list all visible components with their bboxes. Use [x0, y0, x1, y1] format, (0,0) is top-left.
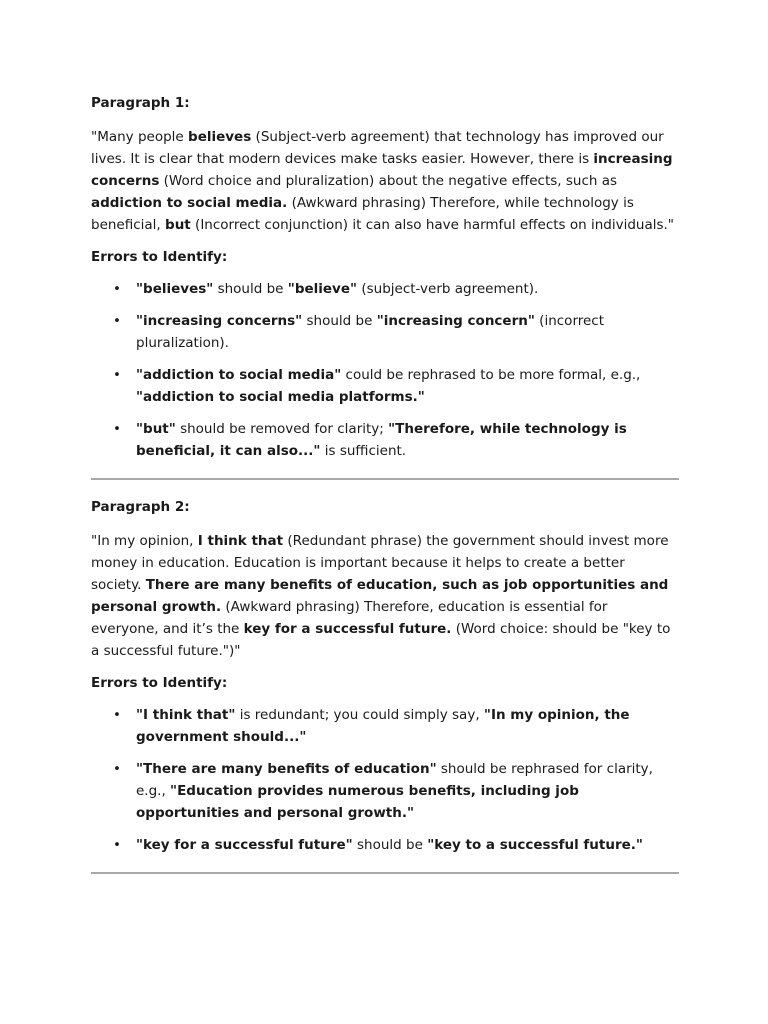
bullet-icon: • — [113, 281, 121, 297]
error-original: "addiction to social media" — [136, 367, 342, 383]
error-correction: "increasing concern" — [376, 313, 535, 329]
error-item — [91, 418, 679, 462]
error-item — [91, 278, 679, 300]
error-text: should be — [302, 313, 377, 329]
highlighted-error: There are many benefits of education, such as job opportunities and personal growth. — [91, 577, 669, 615]
section-divider — [91, 872, 679, 874]
paragraph-text: (Awkward phrasing) Therefore, while technology is beneficial, — [91, 195, 634, 233]
error-original: "I think that" — [136, 707, 236, 723]
error-item — [91, 364, 679, 408]
bullet-icon: • — [113, 367, 121, 383]
error-text: should be rephrased for clarity, e.g., — [136, 761, 653, 799]
bullet-icon: • — [113, 761, 121, 777]
error-correction: "Education provides numerous benefits, including job opportunities and personal growth." — [136, 783, 579, 821]
error-text: could be rephrased to be more formal, e.g., — [341, 367, 641, 383]
error-text: is redundant; you could simply say, — [235, 707, 484, 723]
error-text: should be removed for clarity; — [175, 421, 389, 437]
error-correction: "In my opinion, the government should..." — [136, 707, 630, 745]
sample-paragraph — [91, 126, 679, 236]
paragraph-text: "Many people — [91, 129, 189, 145]
error-original: "but" — [136, 421, 176, 437]
error-original: "increasing concerns" — [136, 313, 303, 329]
error-correction: "believe" — [287, 281, 358, 297]
errors-heading: Errors to Identify: — [91, 675, 228, 691]
paragraph-text: (Subject-verb agreement) that technology has improved our lives. It is clear that modern devices make tasks easier. However, there is — [91, 129, 664, 167]
error-original: "believes" — [136, 281, 214, 297]
highlighted-error: but — [165, 217, 191, 233]
error-note: (subject-verb agreement). — [357, 281, 539, 297]
sample-paragraph — [91, 530, 679, 662]
highlighted-error: I think that — [197, 533, 284, 549]
bullet-icon: • — [113, 313, 121, 329]
error-item — [91, 704, 679, 748]
errors-list — [91, 278, 679, 462]
highlighted-error: increasing concerns — [91, 151, 673, 189]
errors-heading: Errors to Identify: — [91, 249, 228, 265]
paragraph-text: (Redundant phrase) the government should invest more money in education. Education is important because it helps to create a better society. — [91, 533, 669, 593]
error-original: "There are many benefits of education" — [136, 761, 437, 777]
error-item — [91, 310, 679, 354]
error-text: should be — [352, 837, 428, 853]
section-paragraph-2 — [91, 496, 679, 856]
error-correction: "addiction to social media platforms." — [136, 389, 425, 405]
section-divider — [91, 478, 679, 480]
highlighted-error: believes — [188, 129, 252, 145]
highlighted-error: key for a successful future. — [243, 621, 452, 637]
error-note: is sufficient. — [320, 443, 407, 459]
section-heading: Paragraph 2: — [91, 499, 190, 515]
paragraph-text: (Word choice: should be "key to a successful future.")" — [91, 621, 671, 659]
document-page — [91, 92, 679, 890]
paragraph-text: (Incorrect conjunction) it can also have harmful effects on individuals." — [190, 217, 675, 233]
bullet-icon: • — [113, 837, 121, 853]
error-text: should be — [213, 281, 288, 297]
error-original: "key for a successful future" — [136, 837, 353, 853]
bullet-icon: • — [113, 421, 121, 437]
error-correction: "key to a successful future." — [427, 837, 643, 853]
paragraph-text: (Word choice and pluralization) about the negative effects, such as — [159, 173, 618, 189]
bullet-icon: • — [113, 707, 121, 723]
section-paragraph-1 — [91, 92, 679, 462]
paragraph-text: (Awkward phrasing) Therefore, education is essential for everyone, and it’s the — [91, 599, 608, 637]
paragraph-text: "In my opinion, — [91, 533, 198, 549]
error-correction: "Therefore, while technology is beneficial, it can also..." — [136, 421, 627, 459]
error-item — [91, 758, 679, 824]
error-item — [91, 834, 679, 856]
highlighted-error: addiction to social media. — [91, 195, 288, 211]
error-note: (incorrect pluralization). — [136, 313, 605, 351]
errors-list — [91, 704, 679, 856]
section-heading: Paragraph 1: — [91, 95, 190, 111]
